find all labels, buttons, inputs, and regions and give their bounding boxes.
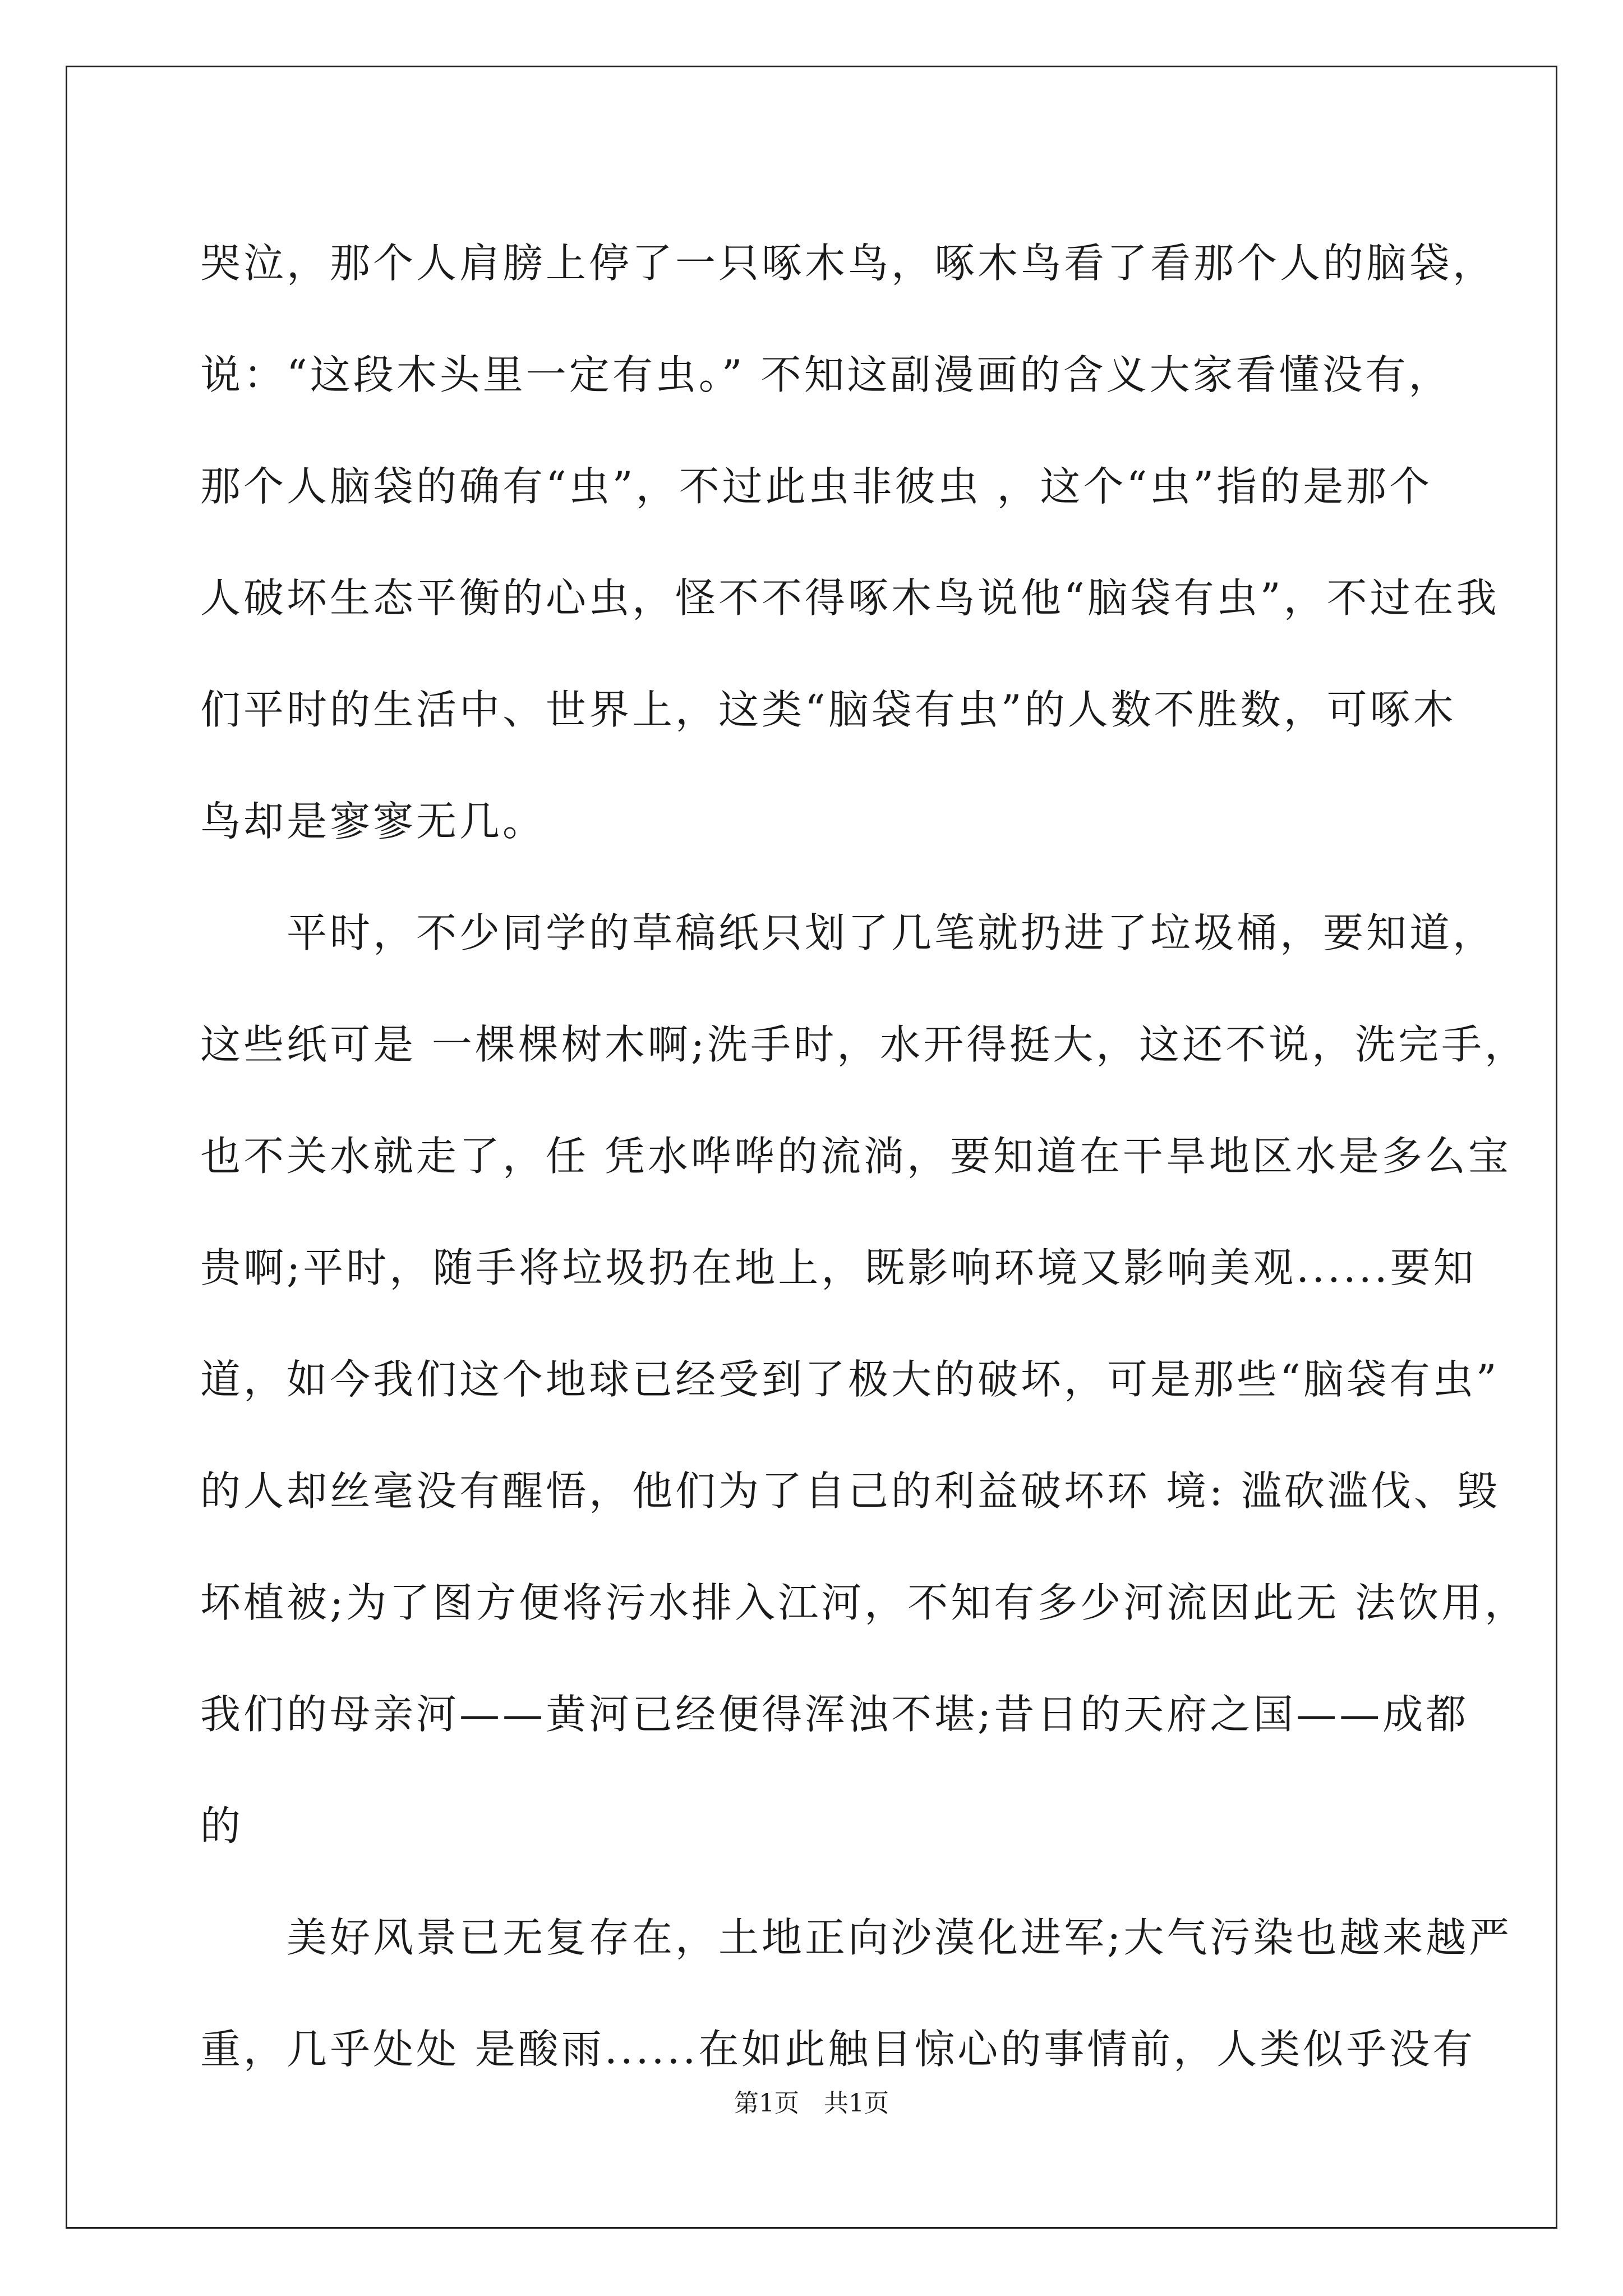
text-line: 鸟却是寥寥无几。: [200, 798, 546, 845]
text-line: 这些纸可是 一棵棵树木啊;洗手时，水开得挺大，这还不说，洗完手，: [200, 1021, 1528, 1068]
text-line: 也不关水就走了，任 凭水哗哗的流淌，要知道在干旱地区水是多么宝: [200, 1133, 1511, 1180]
text-line: 人破坏生态平衡的心虫，怪不不得啄木鸟说他“脑袋有虫”，不过在我: [200, 574, 1500, 622]
text-line: 的人却丝毫没有醒悟，他们为了自己的利益破坏环 境: 滥砍滥伐、毁: [200, 1467, 1501, 1515]
text-line: 那个人脑袋的确有“虫”，不过此虫非彼虫 ，这个“虫”指的是那个: [200, 463, 1433, 510]
text-line: 美好风景已无复存在，土地正向沙漠化进军;大气污染也越来越严: [200, 1914, 1513, 1961]
text-line: 重，几乎处处 是酸雨......在如此触目惊心的事情前，人类似乎没有: [200, 2026, 1476, 2073]
text-line: 平时，不少同学的草稿纸只划了几笔就扔进了垃圾桶，要知道，: [200, 909, 1496, 956]
text-line: 我们的母亲河——黄河已经便得浑浊不堪;昔日的天府之国——成都: [200, 1691, 1469, 1738]
text-line: 道，如今我们这个地球已经受到了极大的破坏，可是那些“脑袋有虫”: [200, 1356, 1500, 1403]
page-number-footer: 第1页 共1页: [734, 2089, 889, 2118]
text-line: 们平时的生活中、世界上，这类“脑袋有虫”的人数不胜数，可啄木: [200, 686, 1456, 733]
text-line: 说：“这段木头里一定有虫。” 不知这副漫画的含义大家看懂没有，: [200, 351, 1452, 398]
document-body: [200, 208, 1528, 2105]
text-line: 的: [200, 1802, 244, 1849]
text-line: 贵啊;平时，随手将垃圾扔在地上，既影响环境又影响美观......要知: [200, 1244, 1477, 1291]
text-line: 哭泣，那个人肩膀上停了一只啄木鸟，啄木鸟看了看那个人的脑袋，: [200, 240, 1496, 287]
text-line: 坏植被;为了图方便将污水排入江河，不知有多少河流因此无 法饮用，: [200, 1579, 1528, 1626]
